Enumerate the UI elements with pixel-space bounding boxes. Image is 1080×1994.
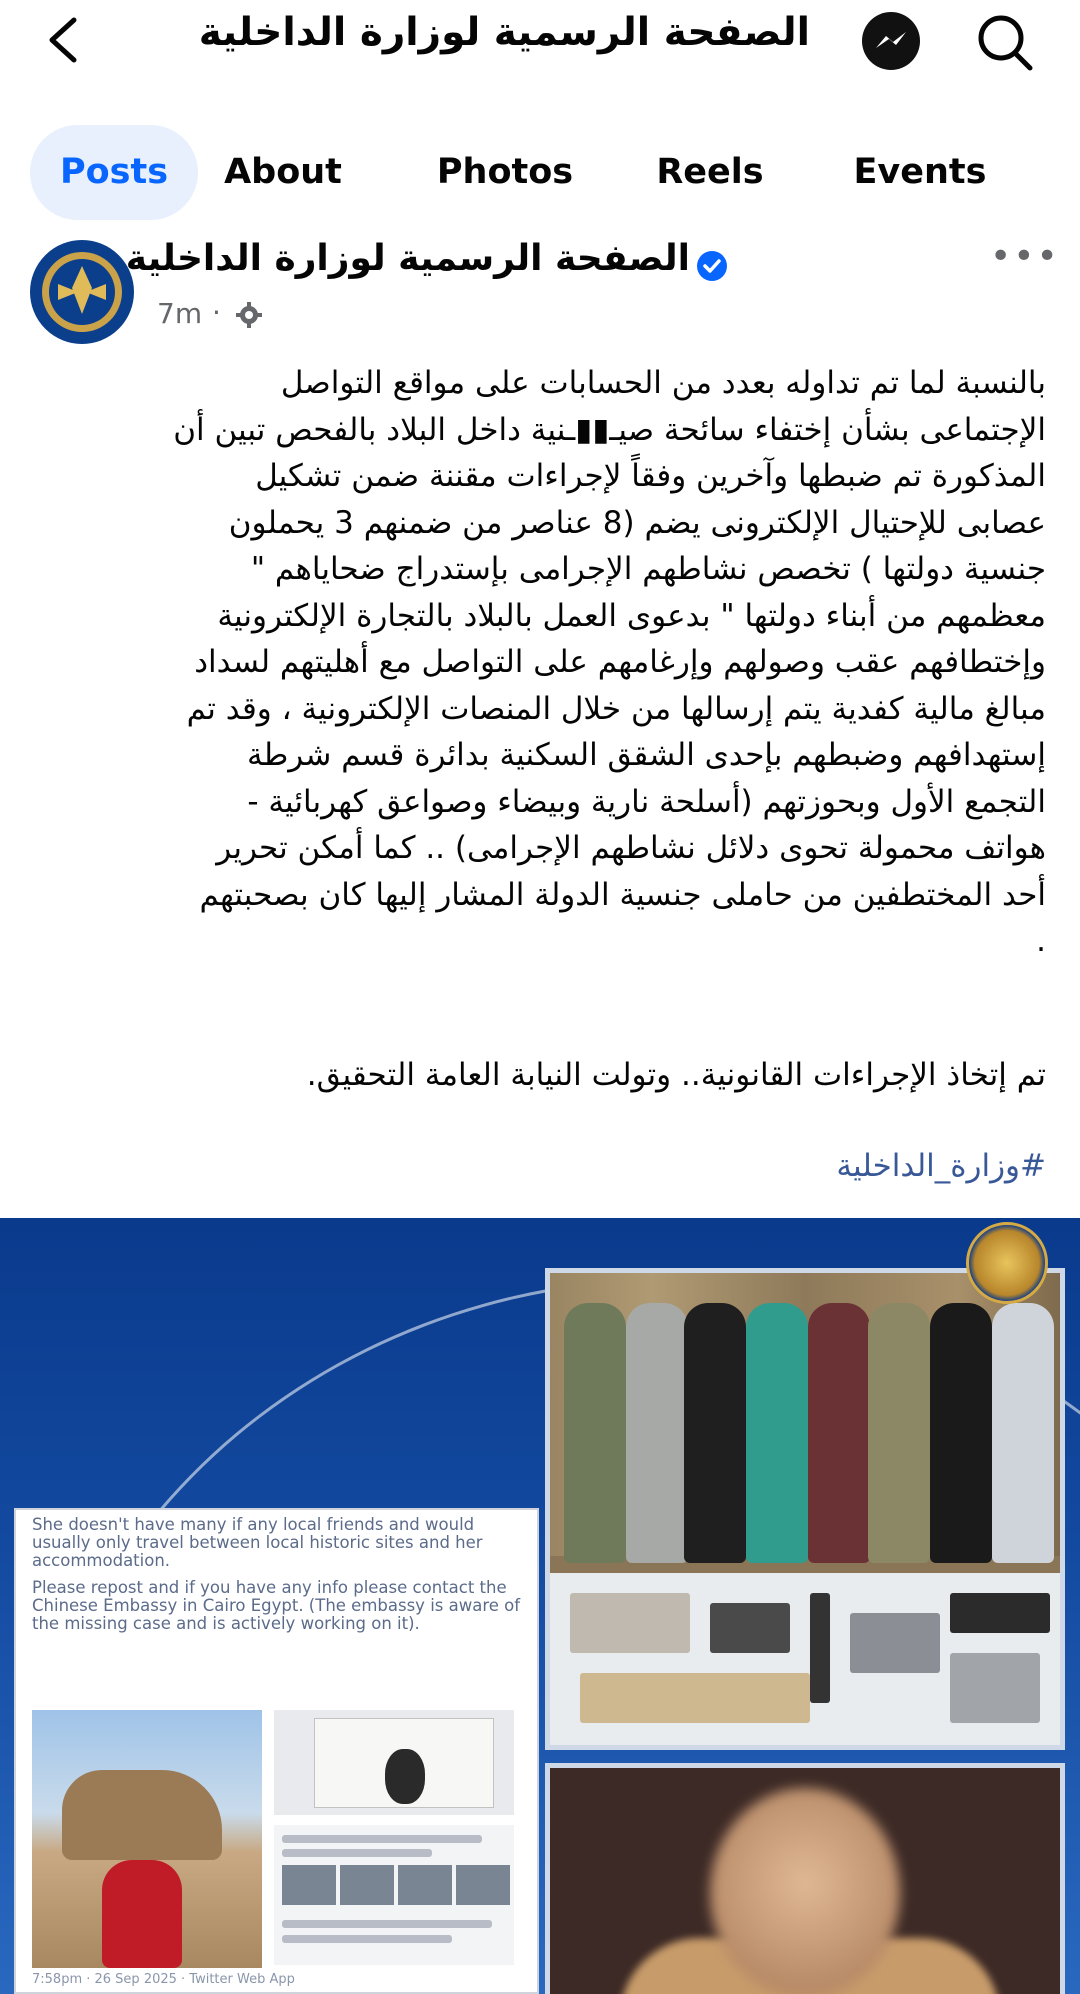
back-button[interactable] xyxy=(40,12,90,68)
person-figure xyxy=(868,1303,930,1563)
more-options-button[interactable]: ••• xyxy=(990,236,1060,277)
tweet-paragraph: She doesn't have many if any local friends and would usually only travel between local historic sites and her accommodation. xyxy=(32,1515,483,1570)
meta-separator: · xyxy=(212,296,221,329)
post-text-line: إستهدافهم وضبطهم بإحدى الشقق السكنية بدائرة قسم شرطة xyxy=(247,737,1046,773)
tweet-snippet xyxy=(274,1825,514,1965)
chevron-left-icon xyxy=(40,12,90,68)
verified-badge-icon xyxy=(696,250,728,282)
post-text-line: المذكورة تم ضبطها وآخرين وفقاً لإجراءات مقننة ضمن تشكيل xyxy=(255,458,1046,494)
post-text-line: جنسية دولتها ) تخصص نشاطهم الإجرامى بإستدراج ضحاياهم " xyxy=(250,551,1046,587)
post-author-name[interactable]: الصفحة الرسمية لوزارة الداخلية xyxy=(125,238,690,279)
ministry-emblem-icon xyxy=(966,1222,1048,1304)
suspects-photo xyxy=(545,1268,1065,1750)
person-figure xyxy=(626,1303,688,1563)
tab-posts[interactable]: Posts xyxy=(30,125,198,220)
gear-icon xyxy=(234,300,264,330)
search-icon xyxy=(975,12,1039,72)
person-figure xyxy=(684,1303,746,1563)
post-text-line: وإختطافهم عقب وصولهم وإرغامهم على التواصل مع أهليتهم لسداد xyxy=(194,644,1046,680)
post-text-line: بالنسبة لما تم تداوله بعدد من الحسابات على مواقع التواصل xyxy=(280,365,1046,401)
tab-photos[interactable]: Photos xyxy=(436,152,574,192)
page-avatar[interactable] xyxy=(30,240,134,344)
woman-figure xyxy=(102,1860,182,1968)
post-text-line: أحد المختطفين من حاملى جنسية الدولة المشار إليها كان بصحبتهم xyxy=(199,876,1046,913)
messenger-icon xyxy=(862,12,920,70)
person-figure xyxy=(564,1303,626,1563)
person-figure xyxy=(992,1303,1054,1563)
post-conclusion: تم إتخاذ الإجراءات القانونية.. وتولت النيابة العامة التحقيق. xyxy=(306,1057,1046,1093)
post-image[interactable] xyxy=(0,1218,1080,1994)
person-figure xyxy=(746,1303,808,1563)
rescued-person-photo xyxy=(545,1763,1065,1994)
post-text-line: هواتف محمولة تحوى دلائل نشاطهم الإجرامى) .. كما أمكن تحرير xyxy=(216,830,1046,866)
evidence-table xyxy=(550,1573,1060,1750)
person-figure xyxy=(808,1303,870,1563)
tweet-footer: 7:58pm · 26 Sep 2025 · Twitter Web App xyxy=(32,1972,295,1987)
post-text-line: معظمهم من أبناء دولتها " بدعوى العمل بالبلاد بالتجارة الإلكترونية xyxy=(217,597,1046,634)
top-bar xyxy=(0,0,1080,80)
tweet-paragraph: Please repost and if you have any info please contact the Chinese Embassy in Cairo Egypt. (The embassy is aware of the missing case and is actively working on it). xyxy=(32,1578,521,1633)
tab-events[interactable]: Events xyxy=(853,152,987,192)
hashtag-link[interactable]: #وزارة_الداخلية xyxy=(836,1148,1046,1184)
person-figure xyxy=(930,1303,992,1563)
post-text-line: التجمع الأول وبحوزتهم (أسلحة نارية وبيضاء وصواعق كهربائية - xyxy=(247,783,1046,820)
embedded-tweet-screenshot xyxy=(14,1508,539,1994)
post-text-line: عصابى للإحتيال الإلكترونى يضم (8 عناصر من ضمنهم 3 يحملون xyxy=(228,504,1046,541)
tweet-text xyxy=(32,1516,522,1642)
tab-reels[interactable]: Reels xyxy=(656,152,764,192)
post-text-line: مبالغ مالية كفدية يتم إرسالها من خلال المنصات الإلكترونية ، وقد تم xyxy=(186,690,1046,727)
page-title: الصفحة الرسمية لوزارة الداخلية xyxy=(198,10,810,55)
id-card-photo xyxy=(274,1710,514,1815)
messenger-button[interactable] xyxy=(862,12,920,70)
profile-tabs xyxy=(30,125,1060,220)
sphinx-photo xyxy=(32,1710,262,1968)
post-text xyxy=(26,360,1046,965)
post-text-line: الإجتماعى بشأن إختفاء سائحة صيـ▮▮ـنية داخل البلاد بالفحص تبين أن xyxy=(173,411,1046,448)
ministry-emblem-icon xyxy=(34,244,130,340)
search-button[interactable] xyxy=(975,12,1039,72)
post-text-line: . xyxy=(1036,923,1046,959)
tab-about[interactable]: About xyxy=(224,152,342,192)
post-timestamp[interactable]: 7m xyxy=(157,297,203,330)
